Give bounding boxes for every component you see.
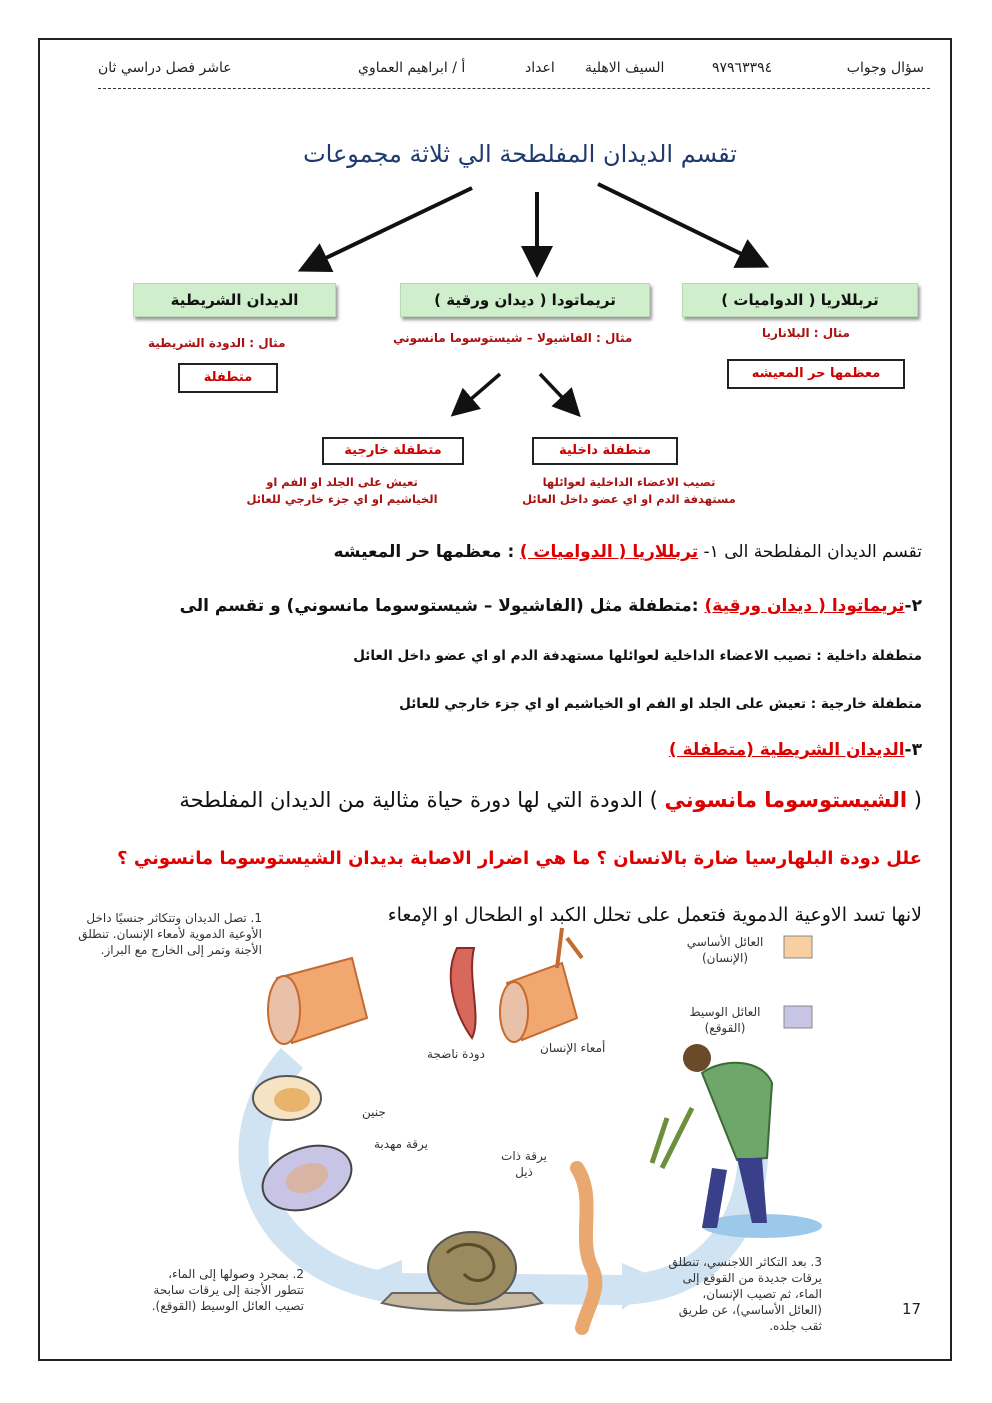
label-human-intestine: أمعاء الإنسان [540,1041,606,1055]
caption-3-line-1: 3. بعد التكاثر اللاجنسي، تنطلق [668,1255,822,1269]
group-cestoda: الديدان الشريطية [133,283,336,317]
line-5-cestoda: الديدان الشريطية (متطفلة ) [668,740,905,760]
line-2-desc: :متطفلة مثل (الفاشيولا – شيستوسوما مانسوني) و تقسم الى [179,596,705,616]
caption-step-1 [62,910,262,958]
diagram-arrows [0,0,992,520]
legend-primary-label: العائل الأساسي [686,935,764,949]
example-cestoda: مثال : الدودة الشريطية [148,336,286,350]
group-trematoda: تريماتودا ( ديدان ورقية ) [400,283,650,317]
blood-vessel-icon [268,958,367,1044]
label-tailed-larva-line-1: يرقة ذات [501,1149,547,1163]
line-2-num: ٢- [904,596,922,616]
diagram-title: تقسم الديدان المفلطحة الي ثلاثة مجموعات [303,140,737,168]
header-qa: سؤال وجواب [846,60,924,76]
header-grade: عاشر فصل دراسي ثان [98,60,232,76]
line-6-open: ( [913,788,922,812]
caption-3-line-3: الماء، ثم تصيب الإنسان، [702,1287,822,1301]
caption-step-3 [632,1254,822,1334]
arrow-to-turbellaria [598,184,762,264]
internal-desc-line1: تصيب الاعضاء الداخلية لعوائلها [542,475,716,489]
tag-parasitic: متطفلة [178,363,278,393]
arrow-to-cestoda [305,188,472,268]
caption-2-line-3: تصيب العائل الوسيط (القوقع). [151,1299,304,1313]
label-embryo: جنين [362,1105,386,1119]
legend-primary-sub: (الإنسان) [701,951,749,965]
external-description [222,474,462,508]
header-teacher: أ / ابراهيم العماوي [358,60,466,76]
caption-3-line-4: (العائل الأساسي)، عن طريق [678,1303,822,1317]
line-5-num: ٣- [904,740,922,760]
caption-2-line-2: تتطور الأجنة إلى يرقات سابحة [153,1283,304,1297]
line-6-desc: ) الدودة التي لها دورة حياة مثالية من الديدان المفلطحة [179,788,658,812]
human-intestine-icon [500,928,582,1042]
caption-2-line-1: 2. بمجرد وصولها إلى الماء، [168,1267,304,1281]
label-mature-worm: دودة ناضجة [427,1047,485,1061]
group-turbellaria: تربللاريا ( الدواميات ) [682,283,918,317]
legend-intermediate [674,1004,776,1036]
line-3: متطفلة داخلية : تصيب الاعضاء الداخلية لعوائلها مستهدفة الدم او اي عضو داخل العائل [353,648,922,664]
line-2-trematoda: تريماتودا ( ديدان ورقية) [704,596,905,616]
caption-1-line-1: 1. تصل الديدان وتتكاثر جنسيًا داخل [86,911,262,925]
external-desc-line2: الخياشيم او اي جزء خارجي للعائل [246,492,438,506]
life-cycle-figure [62,908,852,1358]
tag-free-living: معظمها حر المعيشه [727,359,905,389]
line-5 [669,740,922,760]
label-tailed-larva [494,1148,554,1180]
header-prepared: اعداد [525,60,555,76]
example-trematoda: مثال : الفاشيولا – شيستوسوما مانسوني [393,331,633,345]
question-line: علل دودة البلهارسيا ضارة بالانسان ؟ ما هي اضرار الاصابة بديدان الشيستوسوما مانسوني ؟ [117,848,922,869]
line-6-schistosoma: الشيستوسوما مانسوني [664,788,908,812]
arrow-to-internal [540,374,576,412]
subgroup-external: متطفلة خارجية [322,437,464,465]
snail-icon [382,1232,542,1311]
legend-intermediate-sub: (القوقع) [704,1021,746,1035]
line-6 [179,788,922,812]
caption-3-line-2: يرقات جديدة من القوقع إلى [682,1271,822,1285]
answer-line: لانها تسد الاوعية الدموية فتعمل على تحلل الكبد او الطحال او الإمعاء [387,904,922,926]
caption-3-line-5: ثقب جلده. [769,1319,822,1333]
caption-step-2 [104,1266,304,1314]
external-desc-line1: تعيش على الجلد او الفم او [266,475,418,489]
line-4: متطفلة خارجية : تعيش على الجلد او الفم او الخياشيم او اي جزء خارجي للعائل [399,696,922,712]
line-1-desc: : معظمها حر المعيشه [333,542,515,562]
page-number: 17 [902,1300,922,1318]
mature-worm-icon [451,948,476,1038]
line-2 [180,596,922,616]
example-turbellaria: مثال : البلاناريا [762,326,850,340]
arrow-to-external [456,374,500,412]
subgroup-internal: متطفلة داخلية [532,437,678,465]
internal-description [496,474,762,508]
legend-swatch-intermediate [784,1006,812,1028]
header-phone: ٩٧٩٦٣٣٩٤ [712,60,773,76]
embryo-egg-icon [253,1076,321,1120]
label-ciliated-larva: يرقة مهدبة [374,1137,428,1151]
legend-swatch-primary [784,936,812,958]
line-1-intro: تقسم الديدان المفلطحة الى ١- [703,542,922,562]
legend-intermediate-label: العائل الوسيط [689,1005,761,1019]
line-1 [333,542,922,562]
legend-primary [674,934,776,966]
header-school: السيف الاهلية [585,60,665,76]
label-tailed-larva-line-2: ذيل [515,1165,533,1179]
caption-1-line-3: الأجنة وتمر إلى الخارج مع البراز. [100,943,262,957]
caption-1-line-2: الأوعية الدموية لأمعاء الإنسان. تنطلق [78,927,262,941]
line-1-turbellaria: تربللاريا ( الدواميات ) [519,542,699,562]
internal-desc-line2: مستهدفة الدم او اي عضو داخل العائل [522,492,736,506]
